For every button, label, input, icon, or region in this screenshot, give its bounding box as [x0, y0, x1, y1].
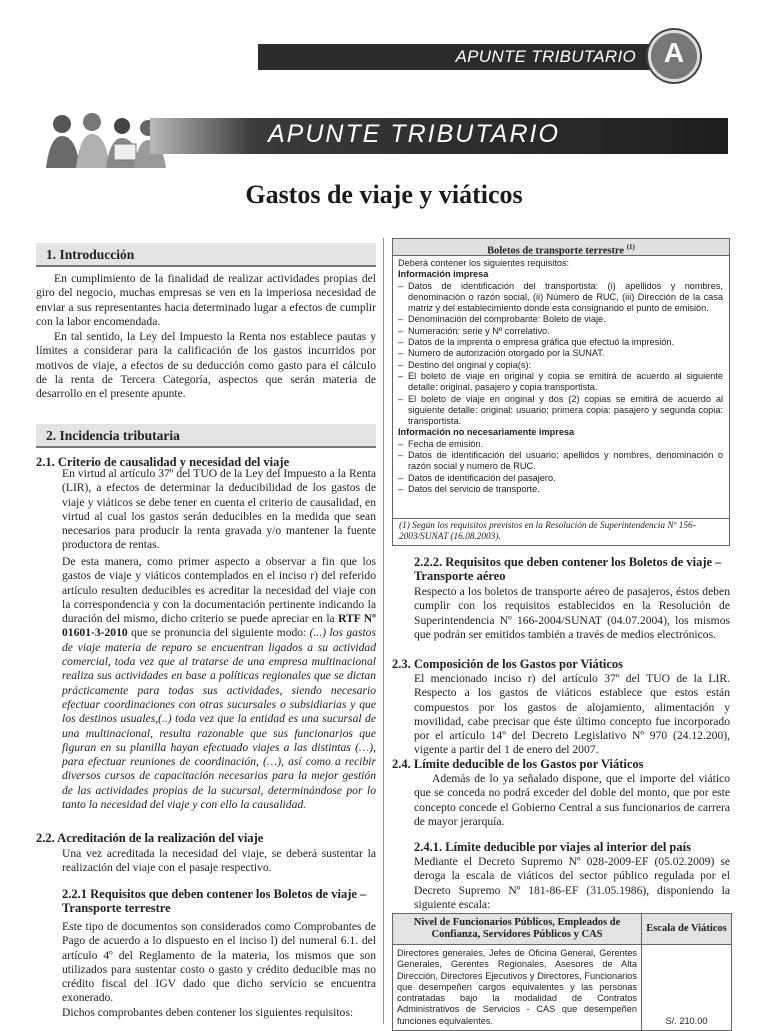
list-item: – Numero de autorización otorgado por la SUNAT.	[398, 348, 723, 359]
paragraph-2-1-b	[62, 555, 376, 812]
subheading-2-3: 2.3. Composición de los Gastos por Viáticos	[392, 657, 624, 671]
rtf-quote: (...) los gastos de viaje materia de reparo se encuentran ligados a su actividad comercial, toda vez que al tratarse de una empresa multinacional realiza sus actividades en base a políticas regionales que se dictan prácticamente para todas sus actividades, siendo necesario efectuar coordinaciones con otras sucursales o subsidiarias y que los destinos usuales,(..) toda vez que la entidad es una sucursal de una multinacional, resulta razonable que sus funcionarios que figuran en su planilla hayan efectuado viajes a las distintas (…), para efectuar reuniones de coordinación, (…), así como a recibir diversos cursos de capacitación necesarios para la mejor gestión de las actividades propias de la sucursal, determinándose por lo tanto la necesidad del viaje y con ello la causalidad.	[62, 626, 376, 812]
table-cell-nivel: Directores generales, Jefes de Oficina General, Gerentes Generales, Gerentes Regionales, Asesores de Alta Dirección, Directores Ejecutivos y Directores, Funcionarios que desempeñen cargos equivalentes y las personas contratadas bajo la modalidad de Contratos Administrativos de Servicios - CAS que desempeñen funciones equivalentes.	[393, 945, 642, 1031]
box-body	[393, 256, 729, 495]
list-item: – Datos de identificación del transportista: (i) apellidos y nombres, denominación o razón social, (ii) Número de RUC, (iii) Dirección de la casa matriz y del establecimiento donde esta consignando el punto de emisión.	[398, 281, 723, 315]
subheading-2-4: 2.4. Límite deducible de los Gastos por Viáticos	[392, 757, 644, 771]
box-title-note: (1)	[626, 243, 635, 251]
column-divider	[383, 238, 384, 1024]
subheading-2-2-1: 2.2.1 Requisitos que deben contener los Boletos de viaje – Transporte terrestre	[62, 887, 367, 915]
intro-paragraph-1: En cumplimiento de la finalidad de realizar actividades propias del giro del negocio, muchas empresas se ven en la imperiosa necesidad de enviar a sus representantes hacia determinado lugar a efectos de cumplir con la labor encomendada.	[36, 272, 376, 328]
paragraph-2-2-1-b: Dichos comprobantes deben contener los siguientes requisitos:	[62, 1006, 354, 1019]
box-list-no-impresa	[398, 439, 723, 495]
paragraph-2-4: Además de lo ya señalado dispone, que el importe del viático que se conceda no podrá exceder del doble del monto, que por este concepto concede el Gobierno Central a sus funcionarios de carrera de mayor jerarquía.	[414, 772, 730, 828]
list-item: – Datos de identificación del pasajero.	[398, 473, 723, 484]
box-intro: Deberá contener los siguientes requisitos:	[398, 258, 570, 268]
rtf-reference: RTF Nº 01601-3-2010	[62, 612, 376, 640]
section-heading-introduccion: 1. Introducción	[36, 243, 376, 267]
paragraph-2-2: Una vez acreditada la necesidad del viaje, se deberá sustentar la realización del viaje con el pasaje respectivo.	[62, 847, 376, 875]
section-badge	[648, 30, 700, 82]
subheading-2-2-2: 2.2.2. Requisitos que deben contener los Boletos de viaje – Transporte aéreo	[414, 555, 722, 583]
section-heading-incidencia: 2. Incidencia tributaria	[36, 424, 376, 448]
header-bar	[258, 44, 660, 70]
paragraph-2-2-2: Respecto a los boletos de transporte aéreo de pasajeros, éstos deben cumplir con los requisitos establecidos en la Resolución de Superintendencia Nº 166-2004/SUNAT (04.07.2004), los mismos que podrán ser emitidos también a través de medios electrónicos.	[414, 585, 730, 641]
page-title: Gastos de viaje y viáticos	[245, 180, 523, 209]
list-item: – Destino del original y copia(s):	[398, 360, 723, 371]
boletos-terrestre-box	[392, 238, 730, 546]
box-heading-no-impresa: Información no necesariamente impresa	[398, 427, 575, 438]
table-cell-escala: S/. 210.00	[642, 945, 732, 1031]
list-item: – Denominación del comprobante: Boleto de viaje.	[398, 314, 723, 325]
rtf-text-b: que se pronuncia del siguiente modo:	[127, 626, 310, 640]
table-header-row	[393, 914, 732, 945]
table-row	[393, 945, 732, 1031]
paragraph-2-1-a: En virtud al artículo 37º del TUO de la Ley del Impuesto a la Renta (LIR), a efectos de determinar la deducibilidad de los gastos de viaje y viáticos se debe tener en cuenta el criterio de causalidad, en virtud al cual los gastos serán deducibles en la medida que sean necesarios para producir la renta gravada y/o mantener la fuente productora de rentas.	[62, 467, 376, 552]
box-footnote: (1) Según los requisitos previstos en la Resolución de Superintendencia Nº 156-2003/SUNAT (16.08.2003).	[393, 518, 729, 545]
header-label: APUNTE TRIBUTARIO	[455, 47, 636, 66]
people-photo-icon	[40, 108, 168, 168]
paragraph-2-4-1: Mediante el Decreto Supremo Nº 028-2009-EF (05.02.2009) se deroga la escala de viáticos del sector público regulada por el Decreto Supremo Nº 181-86-EF (31.05.1986), disponiendo la siguiente escala:	[414, 855, 730, 911]
subheading-2-2: 2.2. Acreditación de la realización del viaje	[36, 831, 264, 845]
table-header-nivel: Nivel de Funcionarios Públicos, Empleados de Confianza, Servidores Públicos y CAS	[393, 914, 642, 945]
list-item: – El boleto de viaje en original y copia se emitirá de acuerdo al siguiente detalle: original, pasajero y copia transportista.	[398, 371, 723, 394]
banner-label: APUNTE TRIBUTARIO	[268, 120, 560, 148]
subheading-2-4-1: 2.4.1. Límite deducible por viajes al interior del país	[414, 840, 691, 854]
list-item: – Fecha de emisión.	[398, 439, 723, 450]
paragraph-2-3: El mencionado inciso r) del artículo 37º del TUO de la LIR. Respecto a los gastos de viáticos establece que estos están compuestos por los gastos de alojamiento, alimentación y movilidad, cabe precisar que éste último concepto fue incorporado por el artículo 14º del Decreto Legislativo Nº 970 (24.12.200), vigente a partir del 1 de enero del 2007.	[414, 672, 730, 757]
box-list-impresa	[398, 281, 723, 428]
box-title	[393, 239, 729, 256]
list-item: – Datos de la imprenta o empresa gráfica que efectuó la impresión.	[398, 337, 723, 348]
list-item: – Datos del servicio de transporte.	[398, 484, 723, 495]
list-item: – Datos de identificación del usuario; apellidos y nombres, denominación o razón social y numero de RUC.	[398, 450, 723, 473]
rtf-text-a: De esta manera, como primer aspecto a observar a fin que los gastos de viaje y viáticos contemplados en el inciso r) del referido artículo resulten deducibles es acreditar la necesidad del viaje con la correspondencia y con la documentación pertinente indicando la duración del mismo, dicho criterio se puede apreciar en la	[62, 555, 376, 626]
list-item: – Numeración: serie y Nº correlativo.	[398, 326, 723, 337]
list-item: – El boleto de viaje en original y dos (2) copias se emitirá de acuerdo al siguiente detalle: original: usuario; primera copia: pasajero y segunda copia: transportista.	[398, 394, 723, 428]
viaticos-table	[392, 913, 732, 1031]
paragraph-2-2-1-a: Este tipo de documentos son considerados como Comprobantes de Pago de acuerdo a lo dispuesto en el inciso l) del numeral 6.1. del artículo 4º del Reglamento de la materia, los mismos que son utilizados para sustentar costo o gasto y crédito deducible mas no crédito fiscal del IGV dado que dicho servicio se encuentra exonerado.	[62, 920, 376, 1005]
table-header-escala: Escala de Viáticos	[642, 914, 732, 945]
box-heading-impresa: Información impresa	[398, 269, 489, 280]
badge-letter: A	[663, 37, 685, 68]
intro-paragraph-2: En tal sentido, la Ley del Impuesto la Renta nos establece pautas y límites a considerar para la calificación de los gastos incurridos por motivos de viaje, a efectos de su deducción como gasto para el cálculo de la renta de Tercera Categoría, aspectos que serán materia de desarrollo en el presente apunte.	[36, 330, 376, 401]
subheading-2-1: 2.1. Criterio de causalidad y necesidad del viaje	[36, 455, 290, 469]
main-banner	[150, 118, 728, 154]
box-title-text: Boletos de transporte terrestre	[487, 245, 625, 257]
